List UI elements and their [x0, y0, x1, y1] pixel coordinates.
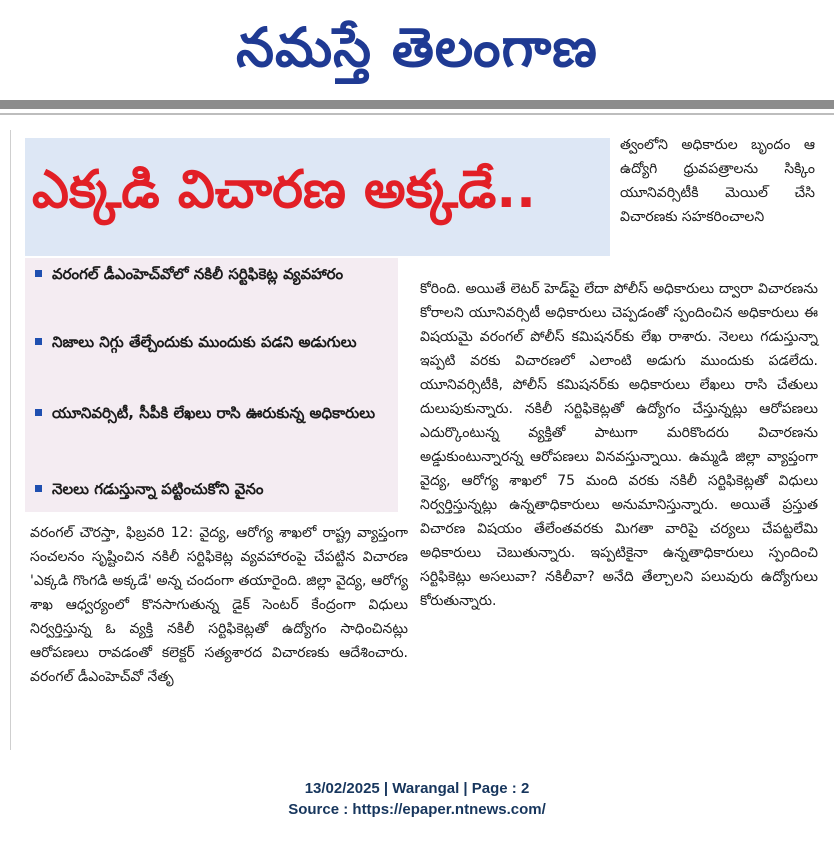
bullet-square-icon — [35, 338, 42, 345]
bullet-square-icon — [35, 409, 42, 416]
edition-line: 13/02/2025 | Warangal | Page : 2 — [304, 780, 530, 797]
highlight-item — [52, 398, 392, 429]
clipping-border — [10, 130, 11, 750]
article-column-right — [420, 277, 818, 613]
highlight-item — [52, 474, 392, 505]
bullet-square-icon — [35, 485, 42, 492]
source-footer — [0, 778, 834, 820]
highlight-item — [52, 259, 392, 290]
highlight-text: యూనివర్సిటీ, సీపీకి లేఖలు రాసి ఊరుకున్న అధికారులు — [52, 404, 376, 422]
masthead-rule — [0, 100, 834, 109]
highlight-text: నిజాలు నిగ్గు తేల్చేందుకు ముందుకు పడని అడుగులు — [52, 333, 357, 351]
article-headline: ఎక్కడి విచారణ అక్కడే.. — [32, 160, 536, 220]
newspaper-logo: నమస్తే తెలంగాణ — [236, 16, 598, 79]
highlight-text: వరంగల్ డీఎంహెచ్‌వోలో నకిలీ సర్టిఫికెట్ల వ్యవహారం — [52, 265, 344, 283]
article-paragraph: కోరింది. అయితే లెటర్ హెడ్‌పై లేదా పోలీస్ అధికారులు ద్వారా విచారణను కోరాలని యూనివర్సిటీ అధికారులు చెప్పడంతో స్పందించిన అధికారులు ఈ విషయమై వరంగల్ పోలీస్ కమిషనర్‌కు లేఖ రాశారు. నెలలు గడుస్తున్నా ఇప్పటి వరకు విచారణలో ఎలాంటి అడుగు ముందుకు పడలేదు. యూనివర్సిటీకి, పోలీస్ కమిషనర్‌కు అధికారులు లేఖలు రాసి చేతులు దులుపుకున్నారు. నకిలీ సర్టిఫికెట్లతో ఉద్యోగం చేస్తున్నట్లు ఆరోపణలు ఎదుర్కొంటున్న వ్యక్తితో పాటుగా మరికొందరు విచారణను అడ్డుకుంటున్నారన్న ఆరోపణలు వినవస్తున్నాయి. ఉమ్మడి జిల్లా వ్యాప్తంగా వైద్య, ఆరోగ్య శాఖలో 75 మంది వరకు నకిలీ సర్టిఫికెట్లతో విధులు నిర్వర్తిస్తున్నట్లు ఉన్నతాధికారులు అనుమానిస్తున్నారు. అయితే ప్రస్తుత విచారణ విషయం తేలేంతవరకు మిగతా వారిపై చర్యలు చేపట్టలేమి అధికారులు చెబుతున్నారు. ఇప్పటికైనా ఉన్నతాధికారులు స్పందించి సర్టిఫికెట్లు అసలువా? నకిలీవా? అనేది తేల్చాలని పలువురు ఉద్యోగులు కోరుతున్నారు. — [420, 281, 819, 609]
article-column-right-top — [620, 133, 815, 229]
masthead-rule-thin — [0, 113, 834, 115]
article-column-left — [30, 521, 408, 689]
article-paragraph: త్వంలోని అధికారుల బృందం ఆ ఉద్యోగి ధ్రువపత్రాలను సిక్కిం యూనివర్సిటీకి మెయిల్ చేసి విచారణకు సహకరించాలని — [620, 137, 815, 225]
highlight-text: నెలలు గడుస్తున్నా పట్టించుకోని వైనం — [52, 480, 264, 498]
highlight-item — [52, 327, 392, 358]
bullet-square-icon — [35, 270, 42, 277]
masthead — [0, 0, 834, 100]
article-paragraph: వరంగల్ చౌరస్తా, ఫిబ్రవరి 12: వైద్య, ఆరోగ్య శాఖలో రాష్ట్ర వ్యాప్తంగా సంచలనం సృష్టించిన నకిలీ సర్టిఫికెట్ల వ్యవహారంపై చేపట్టిన విచారణ 'ఎక్కడి గొంగడి అక్కడే' అన్న చందంగా తయారైంది. జిల్లా వైద్య, ఆరోగ్య శాఖ ఆధ్వర్యంలో కొనసాగుతున్న డైక్ సెంటర్ కేంద్రంగా విధులు నిర్వర్తిస్తున్న ఓ వ్యక్తి నకిలీ సర్టిఫికెట్లతో ఉద్యోగం సాధించినట్లు ఆరోపణలు రావడంతో కలెక్టర్ సత్యశారద విచారణకు ఆదేశించారు. వరంగల్ డీఎంహెచ్‌వో నేతృ — [30, 525, 408, 685]
source-link[interactable]: Source : https://epaper.ntnews.com/ — [288, 801, 546, 818]
